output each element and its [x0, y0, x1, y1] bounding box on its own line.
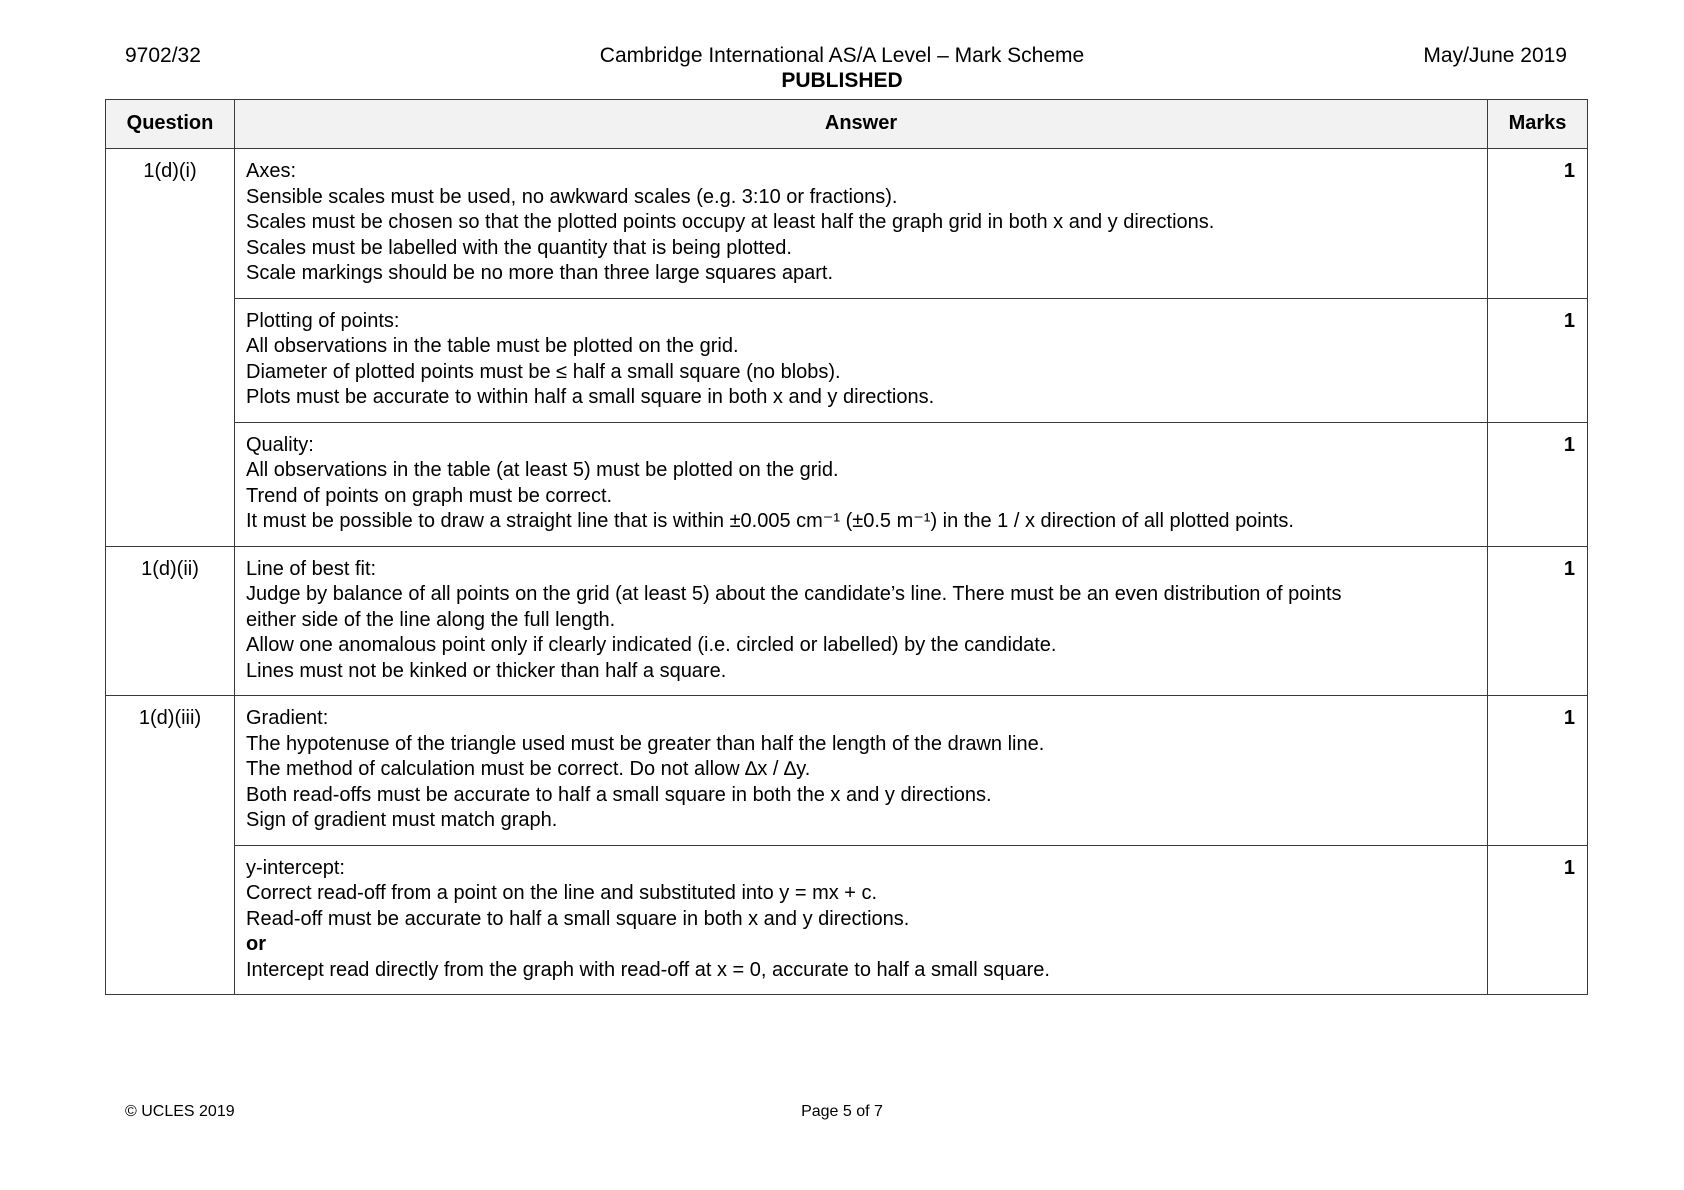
document-code: 9702/32 — [125, 44, 201, 67]
marks-cell: 1 — [1488, 149, 1588, 299]
answer-line: Axes: — [246, 160, 297, 182]
answer-line: Gradient: — [246, 707, 329, 729]
answer-line: The method of calculation must be correct. Do not allow ∆x / ∆y. — [246, 758, 811, 780]
answer-cell — [235, 149, 1488, 299]
answer-line: Quality: — [246, 433, 314, 456]
marks-cell: 1 — [1488, 422, 1588, 546]
answer-line: Trend of points on graph must be correct. — [246, 484, 613, 507]
table-row — [106, 422, 1588, 546]
question-cell: 1(d)(ii) — [106, 546, 235, 696]
answer-line: Scales must be chosen so that the plotted points occupy at least half the graph grid in both x and y directions. — [246, 211, 1215, 233]
column-header-answer: Answer — [235, 100, 1488, 149]
answer-line: Intercept read directly from the graph with read-off at x = 0, accurate to half a small square. — [246, 958, 1050, 981]
answer-line: Read-off must be accurate to half a small square in both x and y directions. — [246, 907, 910, 930]
column-header-marks: Marks — [1488, 100, 1588, 149]
answer-line: Sign of gradient must match graph. — [246, 809, 558, 831]
answer-cell — [235, 546, 1488, 696]
table-row — [106, 149, 1588, 299]
answer-line: Sensible scales must be used, no awkward scales (e.g. 3:10 or fractions). — [246, 185, 898, 208]
answer-line: Plots must be accurate to within half a small square in both x and y directions. — [246, 386, 935, 408]
marks-cell: 1 — [1488, 298, 1588, 422]
page-number: Page 5 of 7 — [801, 1103, 883, 1120]
table-row — [106, 696, 1588, 846]
marks-cell: 1 — [1488, 546, 1588, 696]
answer-line-or: or — [246, 933, 266, 955]
answer-line: Scale markings should be no more than three large squares apart. — [246, 262, 834, 284]
copyright-notice: © UCLES 2019 — [125, 1103, 235, 1120]
question-cell: 1(d)(iii) — [106, 696, 235, 995]
answer-cell — [235, 298, 1488, 422]
answer-line: Line of best fit: — [246, 557, 377, 580]
table-header-row — [106, 100, 1588, 149]
answer-line: Diameter of plotted points must be ≤ half a small square (no blobs). — [246, 360, 841, 383]
question-cell: 1(d)(i) — [106, 149, 235, 547]
table-row — [106, 845, 1588, 995]
answer-line: All observations in the table (at least 5) must be plotted on the grid. — [246, 459, 839, 481]
table-row — [106, 546, 1588, 696]
answer-cell — [235, 422, 1488, 546]
answer-line: y-intercept: — [246, 856, 345, 879]
answer-line: Lines must not be kinked or thicker than half a square. — [246, 659, 727, 682]
answer-line: Both read-offs must be accurate to half a small square in both the x and y directions. — [246, 783, 992, 806]
answer-line: Allow one anomalous point only if clearly indicated (i.e. circled or labelled) by the candidate. — [246, 634, 1057, 656]
document-title: Cambridge International AS/A Level – Mark Scheme — [599, 44, 1085, 67]
answer-line: Judge by balance of all points on the grid (at least 5) about the candidate’s line. There must be an even distribution of points — [246, 583, 1342, 605]
answer-line: Correct read-off from a point on the line and substituted into y = mx + c. — [246, 882, 878, 904]
answer-line: All observations in the table must be plotted on the grid. — [246, 335, 739, 357]
table-row — [106, 298, 1588, 422]
answer-line: The hypotenuse of the triangle used must be greater than half the length of the drawn line. — [246, 732, 1045, 755]
answer-cell — [235, 696, 1488, 846]
marks-cell: 1 — [1488, 845, 1588, 995]
publication-status: PUBLISHED — [781, 69, 903, 92]
answer-line: Plotting of points: — [246, 309, 400, 332]
column-header-question: Question — [106, 100, 235, 149]
marks-cell: 1 — [1488, 696, 1588, 846]
answer-line: either side of the line along the full length. — [246, 608, 616, 631]
answer-line: Scales must be labelled with the quantity that is being plotted. — [246, 236, 792, 259]
answer-line: It must be possible to draw a straight line that is within ±0.005 cm⁻¹ (±0.5 m⁻¹) in the 1 / x direction of all plotted points. — [246, 510, 1294, 532]
mark-scheme-table — [105, 99, 1588, 995]
exam-session: May/June 2019 — [1423, 44, 1567, 67]
answer-cell — [235, 845, 1488, 995]
